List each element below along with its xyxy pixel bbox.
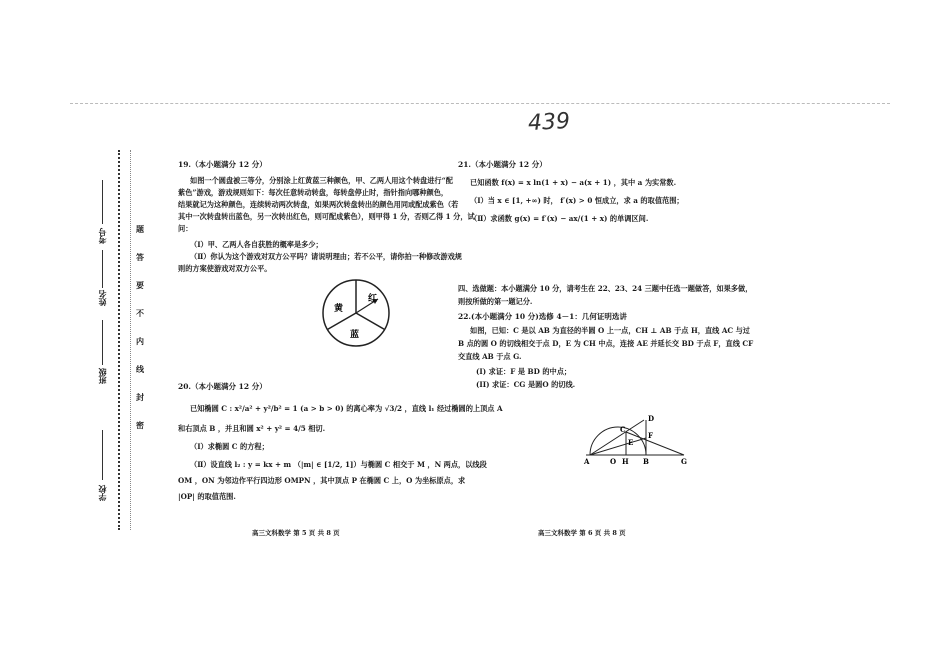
footer-left: 高三文科数学 第 5 页 共 8 页 [252,529,340,537]
q19-part2: （Ⅱ）你认为这个游戏对双方公平吗？请说明理由；若不公平，请你拍一种修改游戏规 [190,252,462,261]
fig-label: H [622,457,629,466]
seal-char: 密 [136,420,144,430]
q19-part1: （Ⅰ）甲、乙两人各自获胜的概率是多少； [190,240,323,249]
geometry-figure [580,410,690,470]
school-label: 学校 [97,485,107,501]
fig-label: C [620,425,626,434]
q21-line1: 已知函数 f(x) = x ln(1 + x) − a(x + 1) ，其中 a 为实常数. [470,178,677,187]
q22-line: B 点的圆 O 的切线相交于点 D，E 为 CH 中点，连接 AE 并延长交 BD 于点 F，直线 CF [458,339,754,348]
q19-title: 19.（本小题满分 12 分） [178,160,267,169]
q20-line2: 和右顶点 B ，并且和圆 x² + y² = 4/5 相切. [178,424,326,433]
seal-char: 题 [136,224,144,234]
q19-line: 结果就记为这种颜色，连续转动两次转盘，如果两次转盘转出的颜色用同或配成紫色（若 [178,200,459,209]
q20-line1: 已知椭圆 C : x²/a² + y²/b² = 1 (a > b > 0) 的离心率为 √3/2 ，直线 l₁ 经过椭圆的上顶点 A [190,404,503,413]
footer-right: 高三文科数学 第 6 页 共 8 页 [538,529,626,537]
q22-line: 如图，已知：C 是以 AB 为直径的半圆 O 上一点，CH ⊥ AB 于点 H，直线 AC 与过 [470,326,750,335]
fig-label: G [681,457,687,466]
fig-label: F [648,431,653,440]
q21-title: 21.（本小题满分 12 分） [458,160,547,169]
q20-part2a: （Ⅱ）设直线 l₂ : y = kx + m （|m| ∈ [1/2, 1]）与椭圆 C 相交于 M ，N 两点，以线段 [190,460,487,469]
name-blank[interactable] [102,250,103,288]
seal-char: 封 [136,392,144,402]
q20-part1: （Ⅰ）求椭圆 C 的方程； [190,442,269,451]
exam-no-label: 考号 [97,228,107,244]
fig-label: B [643,457,649,466]
fig-label: D [648,414,655,423]
q19-line: 问： [178,224,193,233]
section4-line1: 四、选做题：本小题满分 10 分，请考生在 22、23、24 三题中任选一题做答，如果多做， [458,284,753,293]
q19-line: 如图一个圆盘被三等分，分别涂上红黄蓝三种颜色，甲、乙两人用这个转盘进行“配 [190,176,453,185]
q19-part2-cont: 则的方案使游戏对双方公平。 [178,264,272,273]
wheel-yellow-label: 黄 [334,304,344,314]
wheel-blue-label: 蓝 [350,330,360,340]
name-label: 姓名 [97,290,107,306]
q22-part2: (II) 求证：CG 是圆O 的切线. [476,380,576,389]
q22-part1: (I) 求证：F 是 BD 的中点； [476,367,572,376]
q20-part2b: OM ，ON 为邻边作平行四边形 OMPN ，其中顶点 P 在椭圆 C 上，O 为坐标原点，求 [178,476,466,485]
seal-char: 答 [136,252,144,262]
seal-char: 内 [136,336,144,346]
fig-label: A [584,457,590,466]
binding-line [118,150,120,530]
handwritten-number: 439 [527,108,571,137]
school-blank[interactable] [102,430,103,480]
q22-line: 交直线 AB 于点 G. [458,352,522,361]
q22-title: 22.(本小题满分 10 分)选修 4－1：几何证明选讲 [458,312,627,321]
q21-part2: （Ⅱ）求函数 g(x) = f′(x) − ax/(1 + x) 的单调区间. [470,214,649,223]
binding-line-inner [130,150,131,530]
wheel-red-label: 红 [368,294,378,304]
class-label: 班级 [97,368,107,384]
seal-char: 不 [136,308,144,318]
q21-part1: （Ⅰ）当 x ∈ [1, +∞) 时， f′(x) > 0 恒成立，求 a 的取值范围； [470,196,684,205]
q20-part2c: |OP| 的取值范围. [178,492,236,501]
top-dashed-line [70,103,890,104]
fig-label: O [610,457,617,466]
q19-line: 紫色”游戏，游戏规则如下：每次任意转动转盘，每转盘停止时，指针指向哪种颜色， [178,188,449,197]
seal-char: 线 [136,364,144,374]
fig-label: E [628,438,634,447]
section4-line2: 则按所做的第一题记分. [458,297,533,306]
q19-line: 其中一次转盘转出蓝色，另一次转出红色，则可配成紫色），则甲得 1 分，否则乙得 1 分，试 [178,212,475,221]
seal-char: 要 [136,280,144,290]
class-blank[interactable] [102,320,103,365]
q20-title: 20.（本小题满分 12 分） [178,382,267,391]
exam-no-blank[interactable] [102,180,103,224]
spinner-wheel-figure [318,275,398,355]
